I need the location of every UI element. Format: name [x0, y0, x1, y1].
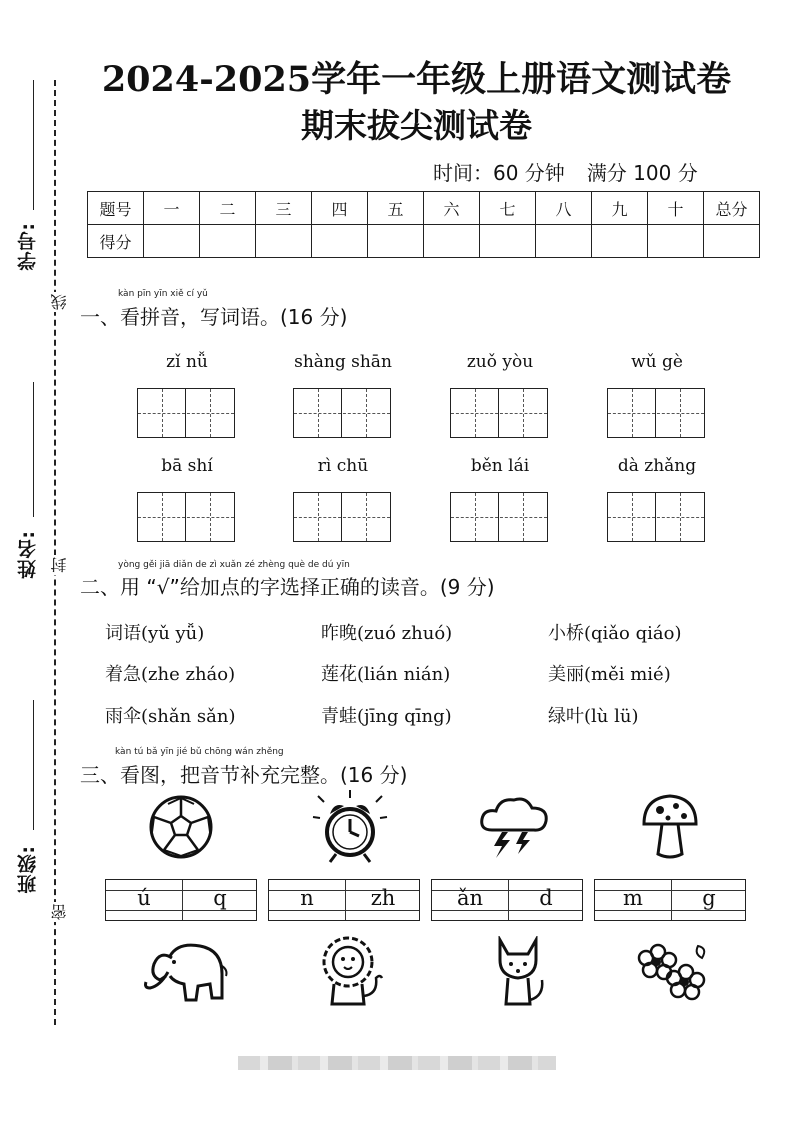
score-cell[interactable] — [480, 225, 536, 258]
page-title: 2024-2025学年一年级上册语文测试卷 — [101, 59, 732, 100]
score-table-header-row — [88, 192, 760, 225]
seal-char-seal: 封 — [50, 557, 69, 573]
pinyin-writing-strip[interactable] — [268, 879, 420, 921]
reading-option[interactable]: 小桥(qiǎo qiáo) — [548, 623, 682, 644]
score-cell[interactable] — [536, 225, 592, 258]
score-row-label: 得分 — [88, 225, 144, 258]
writing-grid[interactable] — [293, 388, 391, 438]
syllable-part: d — [539, 886, 553, 910]
class-line — [33, 700, 34, 830]
reading-option[interactable]: 美丽(měi mié) — [548, 664, 671, 685]
alarm-clock-icon — [312, 788, 388, 866]
score-header-cell: 七 — [480, 192, 536, 225]
binding-dashed-line — [54, 80, 56, 1025]
mushroom-icon — [640, 792, 700, 860]
section2-ruby: yòng gěi jiā diǎn de zì xuǎn zé zhèng què de dú yīn — [118, 560, 350, 570]
writing-grid[interactable] — [450, 492, 548, 542]
writing-grid[interactable] — [137, 492, 235, 542]
section1-ruby: kàn pīn yīn xiě cí yǔ — [118, 289, 208, 299]
reading-option[interactable]: 绿叶(lù lü) — [548, 706, 639, 727]
score-header-cell: 二 — [200, 192, 256, 225]
score-cell[interactable] — [704, 225, 760, 258]
writing-grid[interactable] — [450, 388, 548, 438]
writing-grid[interactable] — [607, 388, 705, 438]
syllable-part: ǎn — [456, 886, 484, 910]
seal-char-line: 线 — [50, 294, 69, 310]
pinyin-writing-strip[interactable] — [105, 879, 257, 921]
flowers-icon — [636, 938, 710, 1004]
pinyin-prompt: rì chū — [317, 456, 369, 476]
section2-title: 二、用 “√”给加点的字选择正确的读音。(9 分) — [80, 575, 495, 599]
score-header-cell: 九 — [592, 192, 648, 225]
score-header-cell: 总分 — [704, 192, 760, 225]
score-table — [87, 191, 760, 258]
syllable-part: zh — [370, 886, 396, 910]
thunderstorm-cloud-icon — [478, 794, 552, 860]
reading-option[interactable]: 着急(zhe zháo) — [105, 664, 236, 685]
score-header-cell: 三 — [256, 192, 312, 225]
student-id-label: 学号: — [17, 222, 39, 271]
reading-option[interactable]: 雨伞(shǎn sǎn) — [105, 706, 236, 727]
page-subtitle: 期末拔尖测试卷 — [301, 106, 532, 145]
writing-grid[interactable] — [293, 492, 391, 542]
pinyin-prompt: zuǒ yòu — [466, 352, 534, 372]
section3-ruby: kàn tú bǎ yīn jié bǔ chōng wán zhěng — [115, 747, 284, 757]
score-header-cell: 一 — [144, 192, 200, 225]
pinyin-prompt: wǔ gè — [631, 352, 683, 372]
score-header-cell: 题号 — [88, 192, 144, 225]
syllable-part: m — [623, 886, 643, 910]
syllable-part: g — [702, 886, 716, 910]
pinyin-writing-strip[interactable] — [431, 879, 583, 921]
seal-char-secret: 密 — [50, 904, 69, 920]
exam-info — [433, 157, 720, 186]
time-limit: 时间：60 分钟 — [433, 161, 565, 185]
score-cell[interactable] — [648, 225, 704, 258]
score-cell[interactable] — [256, 225, 312, 258]
score-table-score-row — [88, 225, 760, 258]
footer-watermark — [238, 1056, 556, 1070]
score-cell[interactable] — [592, 225, 648, 258]
section1-title: 一、看拼音，写词语。(16 分) — [80, 305, 348, 329]
pinyin-writing-strip[interactable] — [594, 879, 746, 921]
writing-grid[interactable] — [607, 492, 705, 542]
score-cell[interactable] — [200, 225, 256, 258]
pinyin-prompt: shàng shān — [294, 352, 392, 372]
score-cell[interactable] — [368, 225, 424, 258]
name-label: 姓名: — [17, 530, 39, 579]
score-header-cell: 五 — [368, 192, 424, 225]
pinyin-prompt: běn lái — [470, 456, 530, 476]
pinyin-prompt: zǐ nǚ — [166, 352, 208, 372]
lion-icon — [318, 934, 386, 1010]
score-header-cell: 六 — [424, 192, 480, 225]
soccer-ball-icon — [146, 792, 216, 862]
pinyin-prompt: bā shí — [161, 456, 213, 476]
writing-grid[interactable] — [137, 388, 235, 438]
name-line — [33, 382, 34, 517]
score-cell[interactable] — [312, 225, 368, 258]
reading-option[interactable]: 莲花(lián nián) — [321, 664, 451, 685]
syllable-part: q — [213, 886, 227, 910]
score-cell[interactable] — [424, 225, 480, 258]
full-score: 满分 100 分 — [586, 161, 698, 185]
class-label: 班级: — [17, 845, 39, 894]
reading-option[interactable]: 词语(yǔ yǚ) — [105, 623, 205, 644]
reading-option[interactable]: 青蛙(jīng qīng) — [321, 706, 452, 727]
reading-option[interactable]: 昨晚(zuó zhuó) — [321, 623, 453, 644]
score-header-cell: 四 — [312, 192, 368, 225]
syllable-part: ú — [137, 886, 151, 910]
syllable-part: n — [300, 886, 314, 910]
pinyin-prompt: dà zhǎng — [617, 456, 697, 476]
fox-icon — [490, 936, 546, 1008]
elephant-icon — [138, 936, 230, 1008]
score-cell[interactable] — [144, 225, 200, 258]
score-header-cell: 十 — [648, 192, 704, 225]
score-header-cell: 八 — [536, 192, 592, 225]
section3-title: 三、看图，把音节补充完整。(16 分) — [80, 763, 408, 787]
